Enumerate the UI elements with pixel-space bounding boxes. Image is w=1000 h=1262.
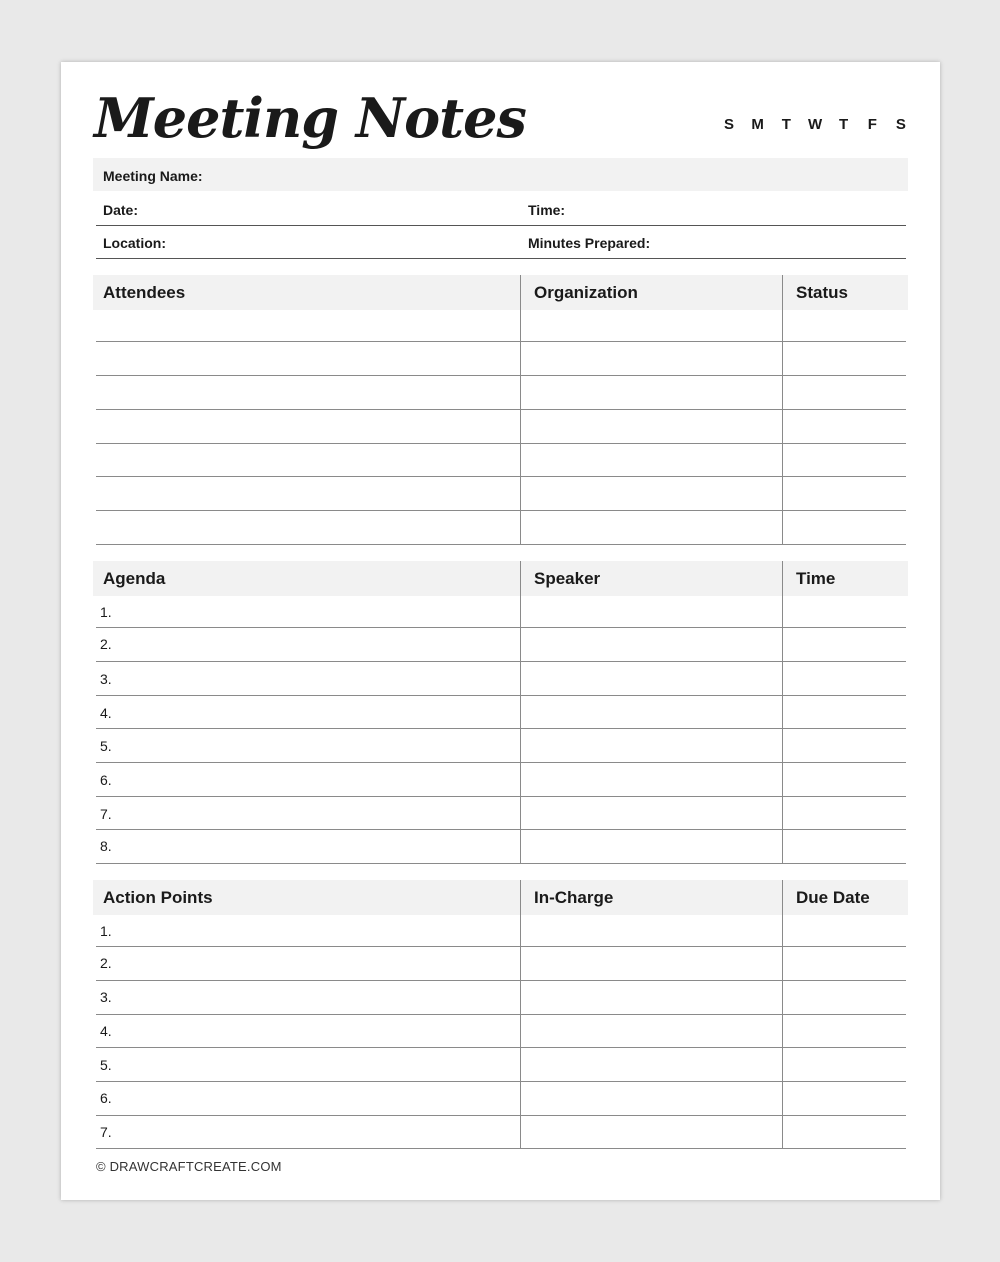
row-divider [96, 476, 906, 477]
row-divider [96, 980, 906, 981]
weekday-saturday[interactable]: S [895, 116, 906, 133]
action-item-number: 6. [100, 1090, 112, 1106]
due-date-header: Due Date [796, 888, 870, 907]
agenda-item-number: 3. [100, 671, 112, 687]
row-divider [96, 796, 906, 797]
action-points-table [93, 880, 908, 1150]
row-divider [96, 409, 906, 410]
weekday-thursday[interactable]: T [839, 116, 849, 133]
column-divider [782, 561, 783, 863]
divider [96, 258, 906, 259]
speaker-header: Speaker [534, 569, 601, 588]
status-header: Status [796, 283, 848, 302]
time-label: Time: [528, 202, 566, 218]
agenda-item-number: 5. [100, 738, 112, 754]
row-divider [96, 443, 906, 444]
weekday-friday[interactable]: F [867, 116, 877, 133]
organization-header: Organization [534, 283, 638, 302]
in-charge-header: In-Charge [534, 888, 614, 907]
action-points-header: Action Points [103, 888, 213, 907]
row-divider [96, 1047, 906, 1048]
minutes-prepared-label: Minutes Prepared: [528, 235, 651, 251]
action-item-number: 7. [100, 1124, 112, 1140]
row-divider [96, 341, 906, 342]
row-divider [96, 627, 906, 628]
agenda-item-number: 7. [100, 806, 112, 822]
row-divider [96, 1014, 906, 1015]
agenda-item-number: 8. [100, 838, 112, 854]
row-divider [96, 510, 906, 511]
agenda-header: Agenda [103, 569, 166, 588]
agenda-item-number: 2. [100, 636, 112, 652]
weekday-monday[interactable]: M [751, 116, 764, 133]
meeting-name-label: Meeting Name: [103, 168, 203, 184]
row-divider [96, 863, 906, 864]
attendees-table [93, 275, 908, 545]
agenda-item-number: 1. [100, 604, 112, 620]
location-label: Location: [103, 235, 166, 251]
meeting-name-field[interactable] [93, 158, 908, 191]
row-divider [96, 1115, 906, 1116]
row-divider [96, 544, 906, 545]
row-divider [96, 1081, 906, 1082]
action-item-number: 1. [100, 923, 112, 939]
row-divider [96, 1148, 906, 1149]
action-item-number: 4. [100, 1023, 112, 1039]
column-divider [520, 561, 521, 863]
attendees-table-header [93, 275, 908, 310]
action-item-number: 3. [100, 989, 112, 1005]
date-label: Date: [103, 202, 139, 218]
weekday-selector [722, 116, 908, 133]
action-item-number: 2. [100, 955, 112, 971]
row-divider [96, 946, 906, 947]
agenda-table [93, 561, 908, 864]
page-title: Meeting Notes [94, 86, 526, 150]
row-divider [96, 695, 906, 696]
row-divider [96, 762, 906, 763]
action-item-number: 5. [100, 1057, 112, 1073]
weekday-wednesday[interactable]: W [807, 116, 823, 133]
action-points-table-header [93, 880, 908, 915]
location-minutes-row [93, 225, 908, 258]
row-divider [96, 661, 906, 662]
agenda-item-number: 4. [100, 705, 112, 721]
time-header: Time [796, 569, 836, 588]
row-divider [96, 728, 906, 729]
row-divider [96, 829, 906, 830]
weekday-sunday[interactable]: S [723, 116, 734, 133]
row-divider [96, 375, 906, 376]
weekday-tuesday[interactable]: T [781, 116, 791, 133]
agenda-table-header [93, 561, 908, 596]
copyright-footer: © DRAWCRAFTCREATE.COM [96, 1159, 282, 1174]
date-time-row [93, 192, 908, 225]
agenda-item-number: 6. [100, 772, 112, 788]
attendees-header: Attendees [103, 283, 186, 302]
